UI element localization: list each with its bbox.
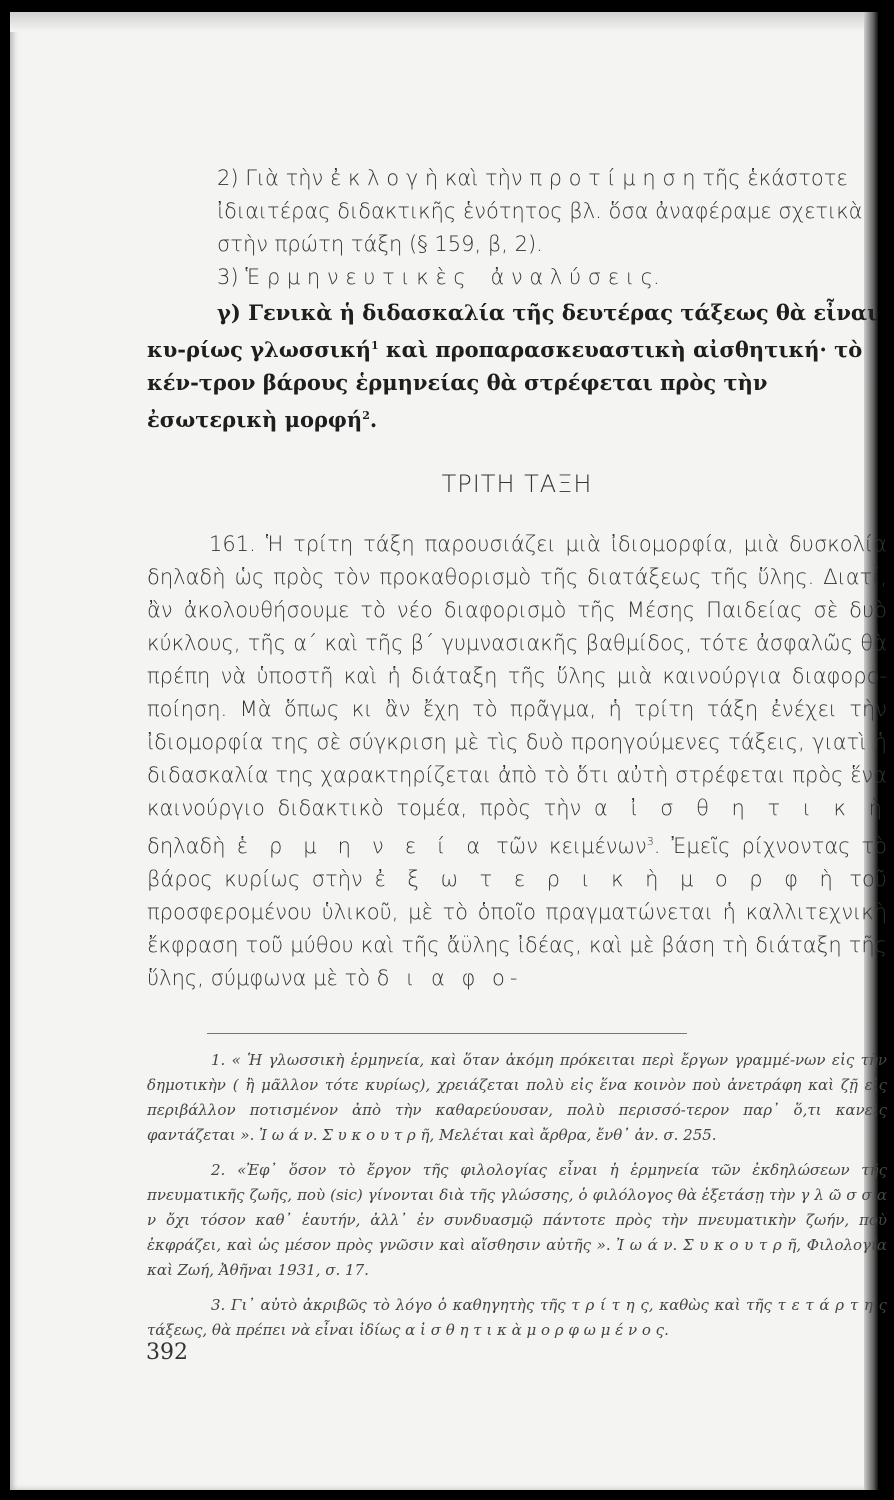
para161-text-1: 161. Ἡ τρίτη τάξη παρουσιάζει μιὰ ἰδιομορφία, μιὰ δυσκολία δηλαδὴ ὡς πρὸς τὸν προκαθορισμὸ τῆς διατάξεως τῆς ὕλης. Διατί, ἂν ἀκολουθήσουμε τὸ νέο διαφορισμὸ τῆς Μέσης Παιδείας σὲ δυὸ κύκλους, τῆς α΄ καὶ τῆς β΄ γυμνασιακῆς βαθμίδος, τότε ἀσφαλῶς θὰ πρέπη νὰ ὑποστῆ καὶ ἡ διάταξη τῆς ὕλης μιὰ καινούργια διαφορο-ποίηση. Μὰ ὅπως κι ἂν ἔχη τὸ πρᾶγμα, ἡ τρίτη τάξη ἐνέχει τὴν ἰδιομορφία της σὲ σύγκριση μὲ τὶς δυὸ προηγούμενες τάξεις, γιατὶ ἡ διδασκαλία της χαρακτηρίζεται ἀπὸ τὸ ὅτι αὐτὴ στρέφεται πρὸς ἕνα καινούργιο διδακτικὸ τομέα, πρὸς τὴν [147, 532, 887, 820]
para161-spaced-1: α ἰ σ θ η τ ι κ ὴ [593, 796, 887, 820]
footnote-divider [207, 1033, 687, 1034]
footnote-ref-3[interactable]: 3 [646, 835, 654, 848]
item-2 [147, 162, 887, 261]
para161-text-3: τῶν κειμένων [496, 834, 647, 858]
footnote-2: 2. «Ἐφ᾽ ὅσον τὸ ἔργον τῆς φιλολογίας εἶναι ἡ ἑρμηνεία τῶν ἐκδηλώσεων τῆς πνευματικῆς ζωῆς, ποὺ (sic) γίνονται διὰ τῆς γλώσσης, ὁ φιλόλογος θὰ ἐξετάσῃ τὴν γ λ ῶ σ σ α ν ὄχι τόσον καθ᾽ ἑαυτήν, ἀλλ᾽ ἐν συνδυασμῷ πάντοτε πρὸς τὴν πνευματικὴν ζωήν, ποὺ ἐκφράζει, καὶ ὡς μέσον πρὸς γνῶσιν καὶ αἴσθησιν αὐτῆς ». Ἰ ω ά ν. Σ υ κ ο υ τ ρ ῆ, Φιλολογία καὶ Ζωή, Ἀθῆναι 1931, σ. 17. [147, 1161, 887, 1279]
item-3 [147, 261, 887, 294]
para161-spaced-3: ἐ ξ ω τ ε ρ ι κ ὴ μ ο ρ φ ὴ [374, 867, 838, 891]
item3-text: 3) Ἑ ρ μ η ν ε υ τ ι κ ὲ ς [217, 265, 466, 289]
item2-spaced-text-b: π ρ ο τ ί μ η σ η [529, 166, 696, 190]
item2-text: 2) Γιὰ τὴν [217, 166, 324, 190]
page-body [147, 162, 887, 1353]
gamma-text-2: καὶ προπαρασκευαστικὴ αἰσθητική· τὸ κέν-τρον βάρους ἑρμηνείας θὰ στρέφεται πρὸς τὴν ἐσωτερικὴ μορφή [147, 337, 863, 432]
footnote-ref-2[interactable]: 2 [362, 409, 370, 422]
para161-text-2: δηλαδὴ [147, 834, 226, 858]
page-top-shadow [10, 12, 878, 32]
item2-text-b: καὶ τὴν [444, 166, 523, 190]
footnote-ref-1[interactable]: 1 [370, 339, 379, 352]
gamma-text-3: . [369, 407, 378, 432]
item2-text-c: τῆς ἑκάστοτε ἰδιαιτέρας διδακτικῆς ἑνότητος βλ. ὅσα ἀναφέραμε σχετικὰ στὴν πρώτη τάξη (§ 159, β, 2). [217, 166, 863, 256]
gamma-paragraph [147, 296, 887, 436]
section-heading: ΤΡΙΤΗ ΤΑΞΗ [441, 470, 593, 498]
gamma-text-1: γ) Γενικὰ ἡ διδασκαλία τῆς δευτέρας τάξεως θὰ εἶναι κυ-ρίως γλωσσική [147, 300, 878, 362]
page-number: 392 [146, 1340, 188, 1365]
footnotes [147, 1048, 887, 1343]
paragraph-161 [147, 528, 887, 995]
footnote-3: 3. Γι᾽ αὐτὸ ἀκριβῶς τὸ λόγο ὁ καθηγητὴς τῆς τ ρ ί τ η ς, καθὼς καὶ τῆς τ ε τ ά ρ τ η ς τάξεως, θὰ πρέπει νὰ εἶναι ἰδίως α ἰ σ θ η τ ι κ ὰ μ ο ρ φ ω μ έ ν ο ς. [147, 1296, 887, 1339]
para161-spaced-4: δ ι α φ ο- [376, 966, 523, 990]
para161-spaced-2: ἑ ρ μ η ν ε ί α [236, 834, 486, 858]
book-page [10, 12, 887, 1490]
footnote-1: 1. « Ἡ γλωσσικὴ ἑρμηνεία, καὶ ὅταν ἀκόμη πρόκειται περὶ ἔργων γραμμέ-νων εἰς τὴν δημοτικὴν ( ἢ μᾶλλον τότε κυρίως), χρειάζεται πολὺ εἰς ἕνα κοινὸν ποὺ ἀνετράφη καὶ ζῇ εἰς περιβάλλον ποτισμένον ἀπὸ τὴν καθαρεύουσαν, πολὺ περισσό-τερον παρ᾽ ὅ,τι κανεὶς φαντάζεται ». Ἰ ω ά ν. Σ υ κ ο υ τ ρ ῆ, Μελέται καὶ ἄρθρα, ἔνθ᾽ ἀν. σ. 255. [147, 1051, 887, 1144]
item2-spaced-text: ἐ κ λ ο γ ὴ [329, 166, 439, 190]
para161-text-4: . Ἐμεῖς ρίχνοντας τὸ βάρος κυρίως στὴν [147, 834, 887, 891]
item3-spaced-text: ἀ ν α λ ύ σ ε ι ς. [490, 265, 660, 289]
para161-text-5: τοῦ προσφερομένου ὑλικοῦ, μὲ τὸ ὁποῖο πραγματώνεται ἡ καλλιτεχνικὴ ἔκφραση τοῦ μύθου καὶ τῆς ἄϋλης ἰδέας, καὶ μὲ βάση τὴ διάταξη τῆς ὕλης, σύμφωνα μὲ τὸ [147, 867, 887, 990]
